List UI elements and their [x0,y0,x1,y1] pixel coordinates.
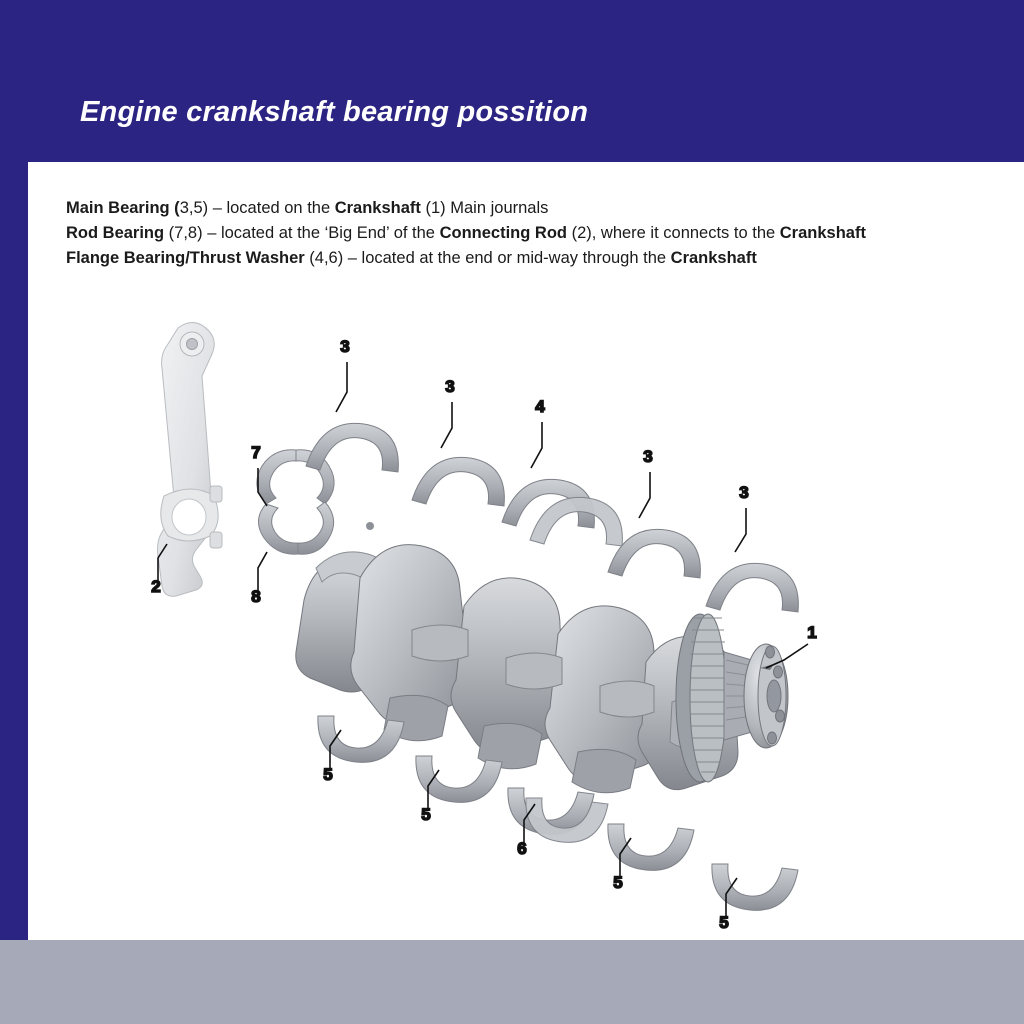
slide-footer [0,940,1024,1024]
description-term: Crankshaft [779,224,866,242]
callout-8: 8 [251,587,261,606]
flywheel-ring-gear [676,614,726,782]
diagram-svg [60,300,980,940]
description-text: (1) Main journals [420,199,549,217]
callout-1: 1 [807,623,817,642]
callout-7: 7 [251,443,261,462]
callout-5-b: 5 [421,805,431,824]
description-text: (7,8) – located at the ‘Big End’ of the [164,224,440,242]
description-term: Connecting Rod [439,224,567,242]
description-term: Rod Bearing [66,224,165,242]
description-text: 3,5) – located on the [179,199,335,217]
callout-8-leader [258,552,267,592]
part-connecting-rod [158,322,223,596]
description-term: Crankshaft [334,199,421,217]
crankshaft-flange [744,644,788,748]
description-term: Main Bearing ( [66,199,180,217]
callout-5-d: 5 [719,913,729,932]
description-term: Flange Bearing/Thrust Washer [66,249,305,267]
description-line-3 [66,246,996,271]
callout-2: 2 [151,577,161,596]
callout-3-b: 3 [445,377,455,396]
description-term: Crankshaft [670,249,757,267]
callout-3-c: 3 [643,447,653,466]
description-text: (4,6) – located at the end or mid-way through the [304,249,671,267]
description-block [66,196,996,271]
callout-5-c: 5 [613,873,623,892]
callout-5-a: 5 [323,765,333,784]
callout-4-leader [531,422,542,468]
callout-3-c-leader [639,472,650,518]
part-rod-bearing-lower-shell [258,502,333,554]
callout-3-d: 3 [739,483,749,502]
callout-4: 4 [535,397,545,416]
callout-3-d-leader [735,508,746,552]
callout-3-a-leader [336,362,347,412]
description-line-2 [66,221,996,246]
slide-header [0,0,1024,162]
callout-3-b-leader [441,402,452,448]
description-text: (2), where it connects to the [566,224,780,242]
description-line-1 [66,196,996,221]
callout-6: 6 [517,839,527,858]
crankshaft-diagram [60,300,980,940]
callout-3-a: 3 [340,337,350,356]
page-title: Engine crankshaft bearing possition [80,96,589,128]
